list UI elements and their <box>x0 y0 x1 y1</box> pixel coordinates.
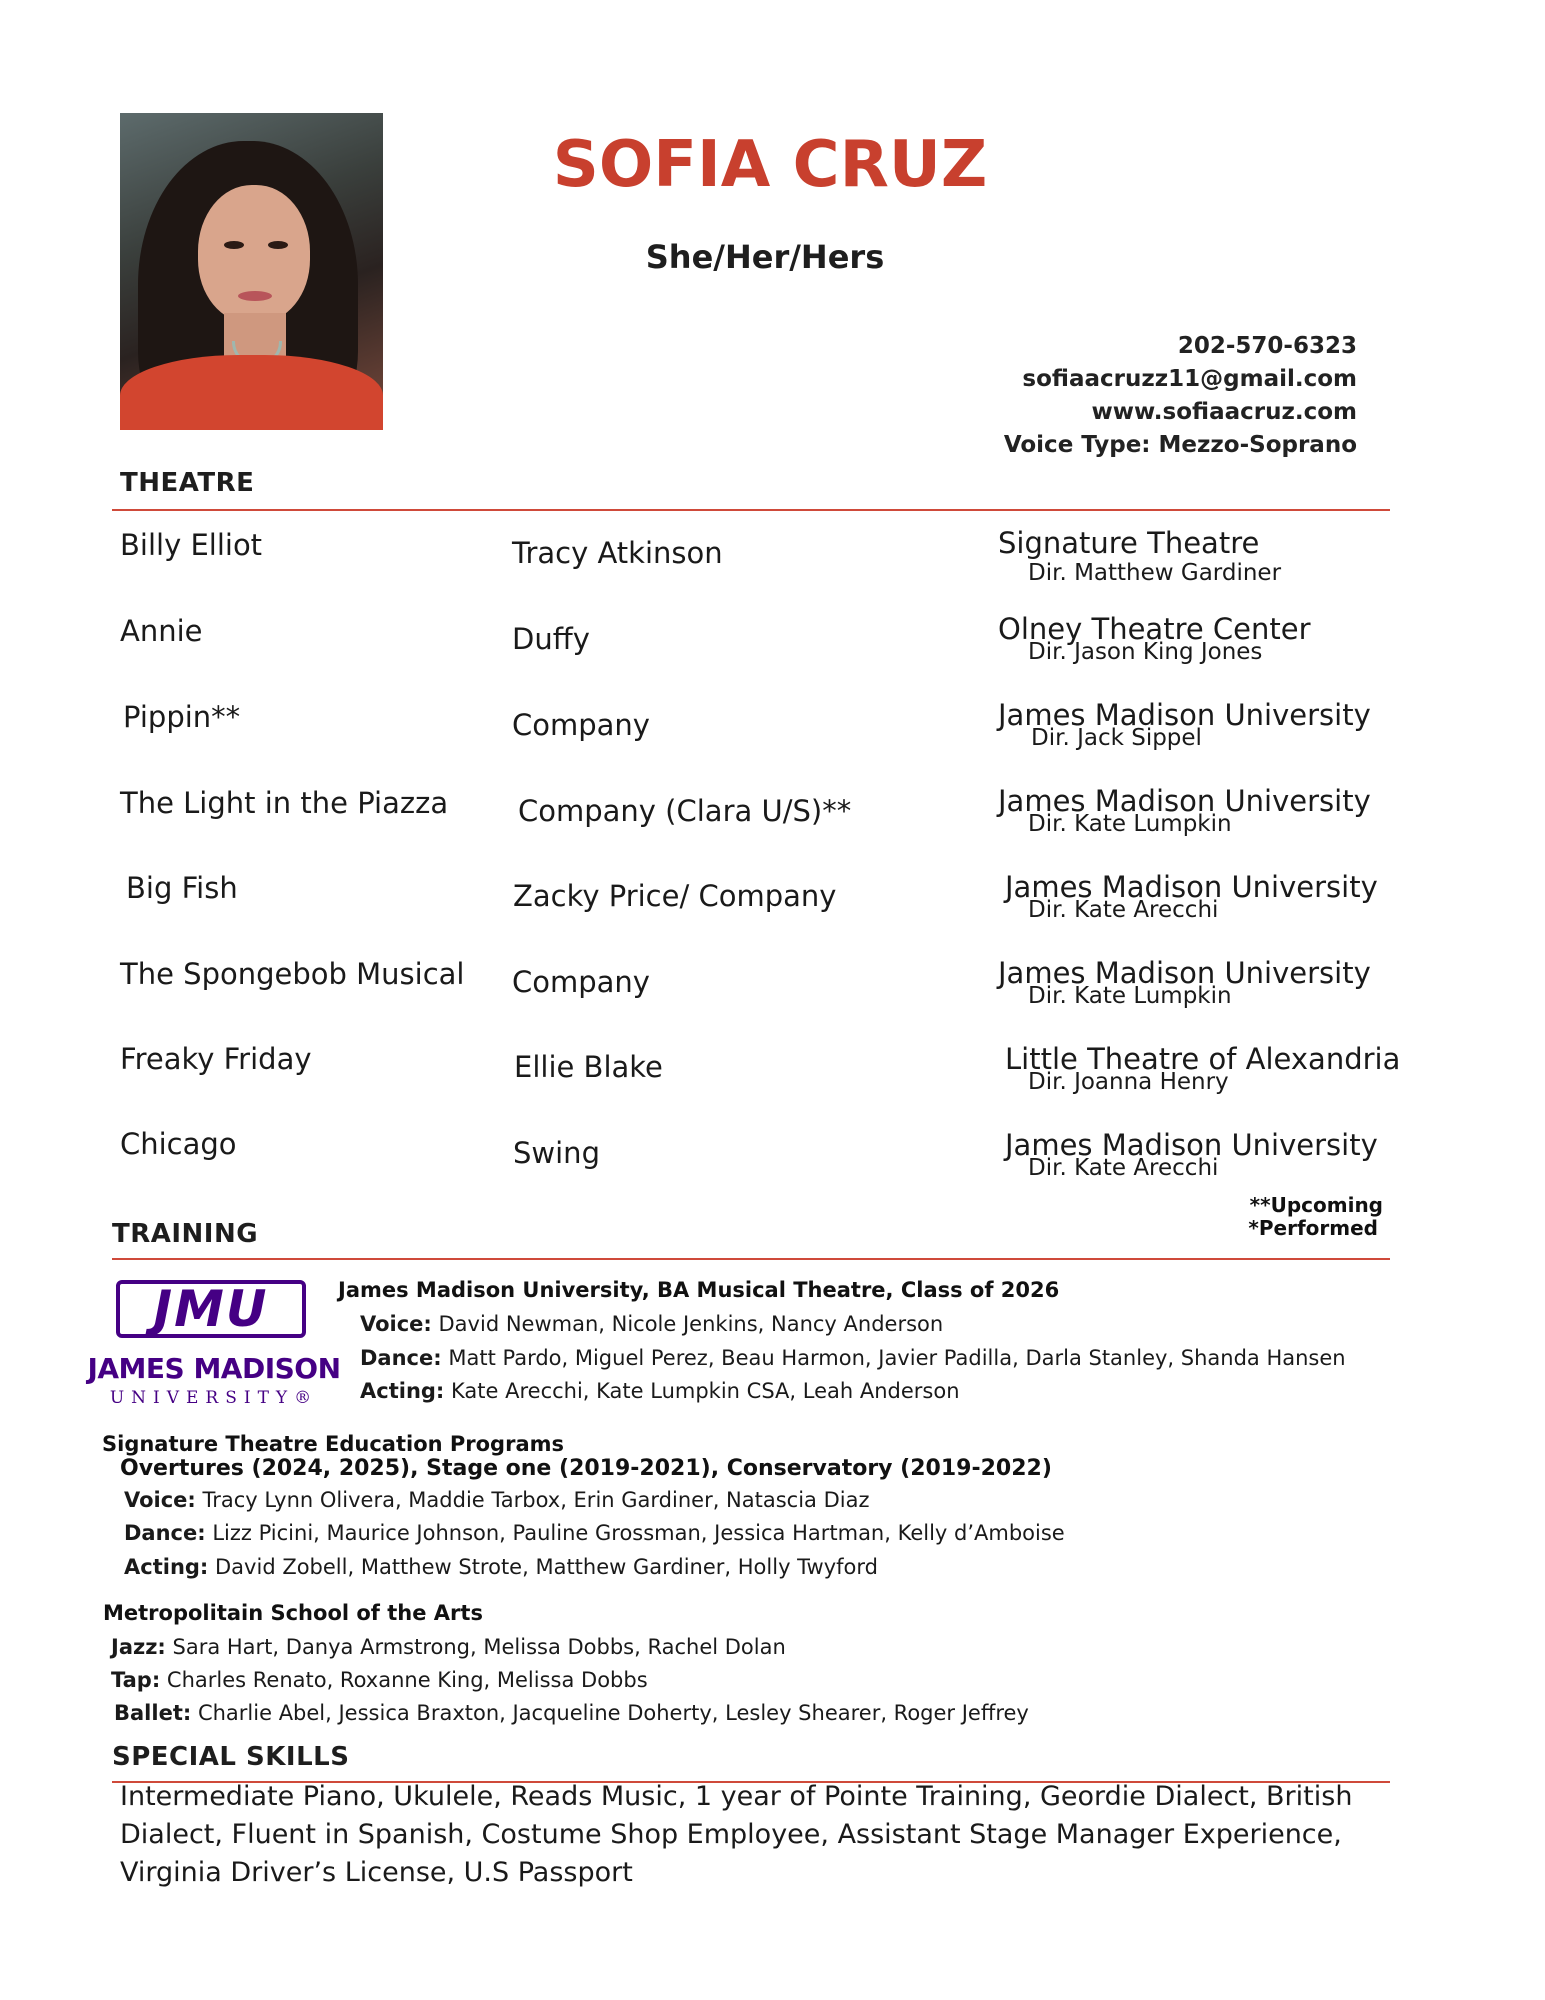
signature-voice-line: Voice: Tracy Lynn Olivera, Maddie Tarbox, Erin Gardiner, Natascia Diaz <box>124 1488 870 1512</box>
theatre-section-title: THEATRE <box>120 468 255 498</box>
credit-role: Zacky Price/ Company <box>513 879 837 913</box>
jmu-logo-name: JAMES MADISON <box>87 1352 341 1385</box>
credit-show: Freaky Friday <box>120 1042 312 1076</box>
credit-director: Dir. Matthew Gardiner <box>1028 560 1282 586</box>
credit-role: Ellie Blake <box>514 1050 663 1084</box>
credit-show: Billy Elliot <box>120 528 263 562</box>
credit-show: Annie <box>120 614 203 648</box>
credit-venue: James Madison University <box>1005 870 1378 904</box>
metro-school-heading: Metropolitain School of the Arts <box>103 1601 483 1625</box>
special-skills-text: Intermediate Piano, Ukulele, Reads Music, 1 year of Pointe Training, Geordie Dialect, British Dialect, Fluent in Spanish, Costume Shop Employee, Assistant Stage Manager Experience, Virginia Driver’s License, U.S Passport <box>120 1781 1353 1888</box>
credit-director: Dir. Kate Lumpkin <box>1028 811 1232 837</box>
credit-venue: James Madison University <box>998 784 1371 818</box>
website-url: www.sofiaacruz.com <box>1091 399 1357 425</box>
jmu-logo <box>116 1280 306 1338</box>
signature-acting-line: Acting: David Zobell, Matthew Strote, Matthew Gardiner, Holly Twyford <box>124 1555 878 1579</box>
credit-role: Duffy <box>512 622 590 656</box>
credit-role: Swing <box>513 1136 600 1170</box>
voice-type: Voice Type: Mezzo-Soprano <box>1003 432 1357 458</box>
training-section-title: TRAINING <box>112 1219 259 1249</box>
jmu-program-heading: James Madison University, BA Musical Theatre, Class of 2026 <box>338 1278 1060 1302</box>
credit-director: Dir. Kate Arecchi <box>1028 1155 1219 1181</box>
phone-number: 202-570-6323 <box>1177 333 1357 359</box>
credit-director: Dir. Jason King Jones <box>1028 639 1263 665</box>
credit-venue: Signature Theatre <box>998 526 1260 560</box>
signature-program-years: Overtures (2024, 2025), Stage one (2019-2021), Conservatory (2019-2022) <box>120 1456 1052 1481</box>
credit-role: Tracy Atkinson <box>512 536 723 570</box>
credit-show: The Spongebob Musical <box>120 957 465 991</box>
jmu-logo-university: UNIVERSITY® <box>109 1388 319 1408</box>
credit-venue: James Madison University <box>1005 1128 1378 1162</box>
credit-director: Dir. Jack Sippel <box>1031 725 1202 751</box>
credit-show: The Light in the Piazza <box>120 786 449 820</box>
credit-venue: James Madison University <box>998 956 1371 990</box>
jmu-voice-line: Voice: David Newman, Nicole Jenkins, Nancy Anderson <box>360 1312 944 1336</box>
signature-program-heading: Signature Theatre Education Programs <box>102 1432 564 1456</box>
actor-name: SOFIA CRUZ <box>552 128 988 202</box>
credit-venue: Olney Theatre Center <box>998 612 1311 646</box>
credit-venue: James Madison University <box>998 698 1371 732</box>
jmu-dance-line: Dance: Matt Pardo, Miguel Perez, Beau Harmon, Javier Padilla, Darla Stanley, Shanda Hansen <box>360 1346 1346 1370</box>
jmu-logo-letters: JMU <box>153 1280 269 1338</box>
metro-tap-line: Tap: Charles Renato, Roxanne King, Melissa Dobbs <box>111 1668 648 1692</box>
metro-jazz-line: Jazz: Sara Hart, Danya Armstrong, Melissa Dobbs, Rachel Dolan <box>111 1635 786 1659</box>
credit-show: Chicago <box>120 1127 237 1161</box>
skills-section-title: SPECIAL SKILLS <box>112 1742 350 1772</box>
training-divider <box>112 1258 1390 1260</box>
credit-venue: Little Theatre of Alexandria <box>1005 1042 1401 1076</box>
headshot-photo <box>120 113 383 430</box>
jmu-acting-line: Acting: Kate Arecchi, Kate Lumpkin CSA, Leah Anderson <box>360 1379 960 1403</box>
credit-role: Company (Clara U/S)** <box>518 794 852 828</box>
note-performed: *Performed <box>1248 1216 1378 1240</box>
pronouns: She/Her/Hers <box>645 238 885 276</box>
theatre-divider <box>112 509 1390 511</box>
metro-ballet-line: Ballet: Charlie Abel, Jessica Braxton, Jacqueline Doherty, Lesley Shearer, Roger Jeffrey <box>114 1701 1029 1725</box>
credit-show: Pippin** <box>123 700 241 734</box>
credit-director: Dir. Kate Lumpkin <box>1028 983 1232 1009</box>
credit-director: Dir. Joanna Henry <box>1028 1069 1229 1095</box>
credit-role: Company <box>512 708 650 742</box>
credit-show: Big Fish <box>126 871 238 905</box>
credit-role: Company <box>512 965 650 999</box>
credit-director: Dir. Kate Arecchi <box>1028 897 1219 923</box>
signature-dance-line: Dance: Lizz Picini, Maurice Johnson, Pauline Grossman, Jessica Hartman, Kelly d’Amboise <box>124 1521 1065 1545</box>
note-upcoming: **Upcoming <box>1249 1193 1383 1217</box>
email-address: sofiaacruzz11@gmail.com <box>1022 366 1357 392</box>
